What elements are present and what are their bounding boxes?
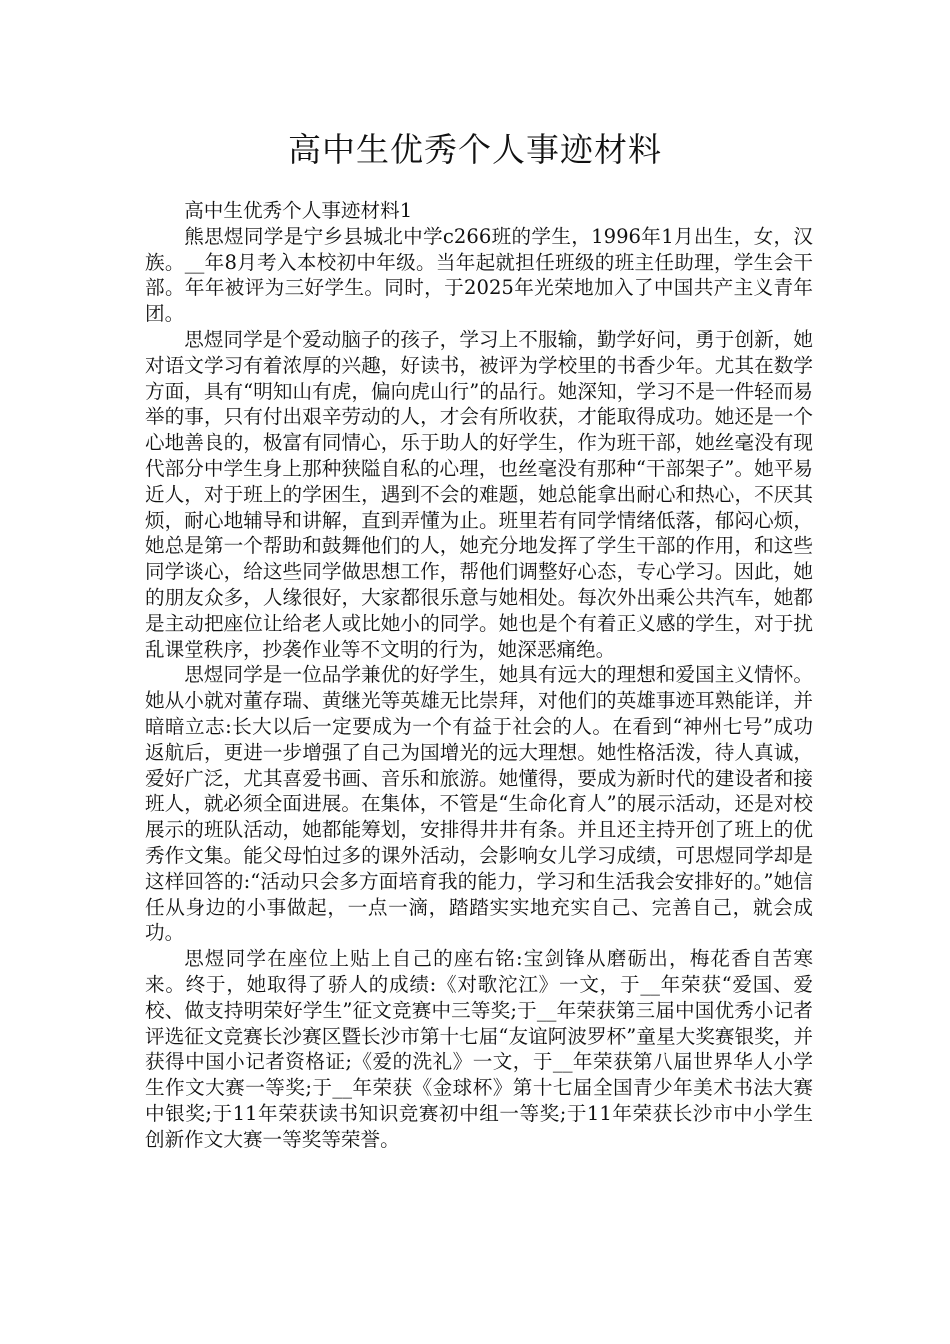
document-body (145, 198, 813, 1152)
document-title: 高中生优秀个人事迹材料 (288, 130, 662, 169)
paragraph-4: 思煜同学在座位上贴上自己的座右铭:宝剑锋从磨砺出，梅花香自苦寒来。终于，她取得了骄人的成绩:《对歌沱江》一文，于__年荣获“爱国、爱校、做支持明荣好学生”征文竞赛中三等奖;于__年荣获第三届中国优秀小记者评选征文竞赛长沙赛区暨长沙市第十七届“友谊阿波罗杯”童星大奖赛银奖，并获得中国小记者资格证;《爱的洗礼》一文，于__年荣获第八届世界华人小学生作文大赛一等奖;于__年荣获《金球杯》第十七届全国青少年美术书法大赛中银奖;于11年荣获读书知识竞赛初中组一等奖;于11年荣获长沙市中小学生创新作文大赛一等奖等荣誉。 (145, 947, 813, 1151)
paragraph-2: 思煜同学是个爱动脑子的孩子，学习上不服输，勤学好问，勇于创新，她对语文学习有着浓厚的兴趣，好读书，被评为学校里的书香少年。尤其在数学方面，具有“明知山有虎，偏向虎山行”的品行。她深知，学习不是一件轻而易举的事，只有付出艰辛劳动的人，才会有所收获，才能取得成功。她还是一个心地善良的，极富有同情心，乐于助人的好学生，作为班干部，她丝毫没有现代部分中学生身上那种狭隘自私的心理，也丝毫没有那种“干部架子”。她平易近人，对于班上的学困生，遇到不会的难题，她总能拿出耐心和热心，不厌其烦，耐心地辅导和讲解，直到弄懂为止。班里若有同学情绪低落，郁闷心烦，她总是第一个帮助和鼓舞他们的人，她充分地发挥了学生干部的作用，和这些同学谈心，给这些同学做思想工作，帮他们调整好心态，专心学习。因此，她的朋友众多，人缘很好，大家都很乐意与她相处。每次外出乘公共汽车，她都是主动把座位让给老人或比她小的同学。她也是个有着正义感的学生，对于扰乱课堂秩序，抄袭作业等不文明的行为，她深恶痛绝。 (145, 327, 813, 661)
section-subtitle: 高中生优秀个人事迹材料1 (184, 199, 413, 222)
paragraph-1: 熊思煜同学是宁乡县城北中学c266班的学生，1996年1月出生，女，汉族。__年8月考入本校初中年级。当年起就担任班级的班主任助理，学生会干部。年年被评为三好学生。同时，于2025年光荣地加入了中国共产主义青年团。 (145, 224, 813, 326)
paragraph-3: 思煜同学是一位品学兼优的好学生，她具有远大的理想和爱国主义情怀。她从小就对董存瑞、黄继光等英雄无比崇拜，对他们的英雄事迹耳熟能详，并暗暗立志:长大以后一定要成为一个有益于社会的人。在看到“神州七号”成功返航后，更进一步增强了自己为国增光的远大理想。她性格活泼，待人真诚，爱好广泛，尤其喜爱书画、音乐和旅游。她懂得，要成为新时代的建设者和接班人，就必须全面进展。在集体，不管是“生命化育人”的展示活动，还是对校展示的班队活动，她都能筹划，安排得井井有条。并且还主持开创了班上的优秀作文集。能父母怕过多的课外活动，会影响女儿学习成绩，可思煜同学却是这样回答的:“活动只会多方面培育我的能力，学习和生活我会安排好的。”她信任从身边的小事做起，一点一滴，踏踏实实地充实自己、完善自己，就会成功。 (145, 663, 813, 945)
